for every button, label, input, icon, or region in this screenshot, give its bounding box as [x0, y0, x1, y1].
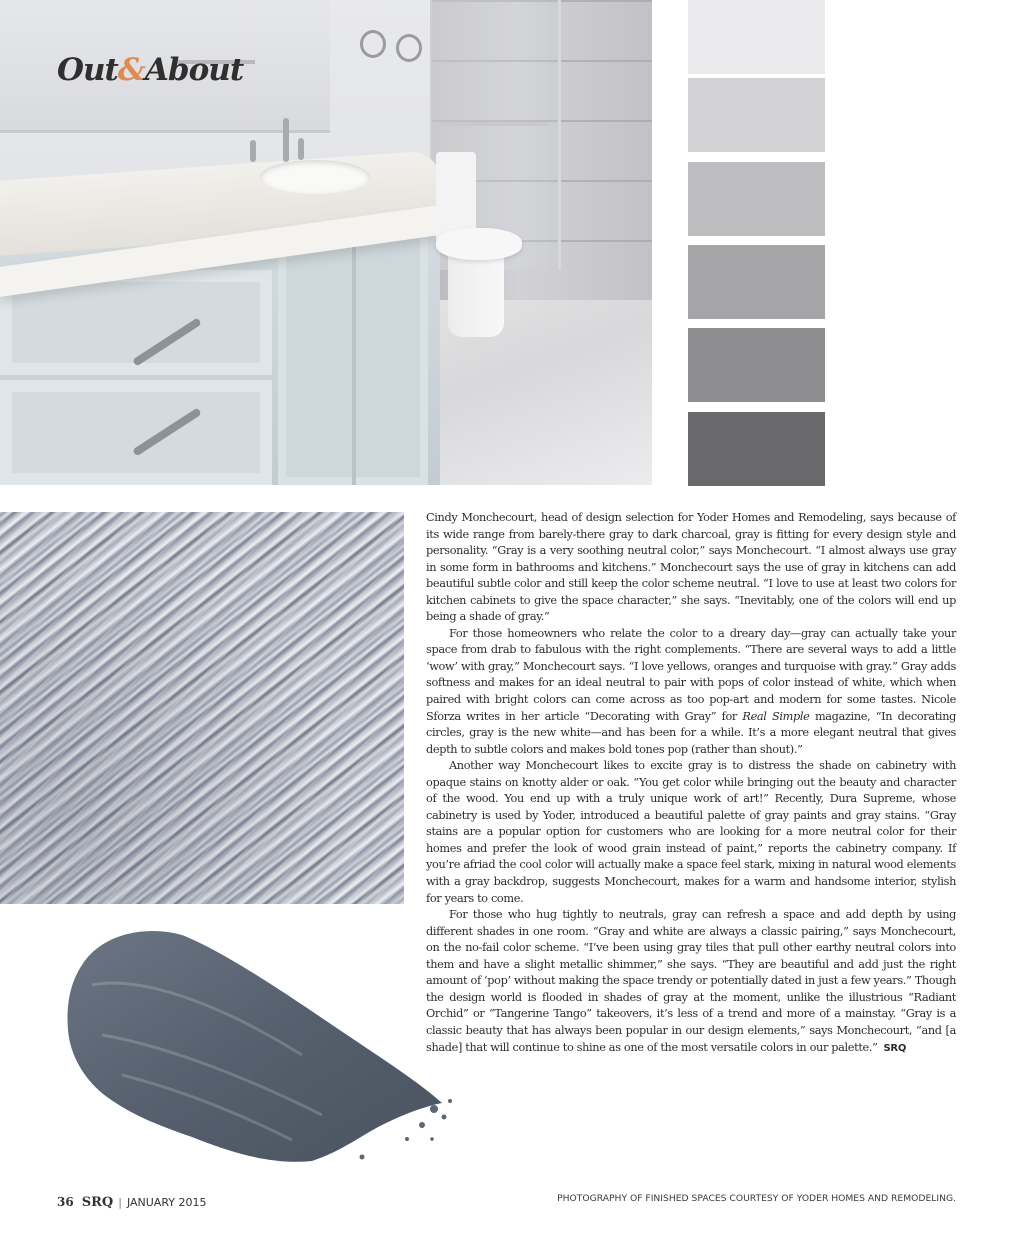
toilet-seat	[436, 228, 522, 260]
swatch-2	[688, 78, 825, 152]
swatch-6	[688, 412, 825, 486]
article-body	[426, 510, 956, 1057]
end-mark: SRQ	[883, 1042, 907, 1054]
swatch-3	[688, 162, 825, 236]
vanity-drawer-bottom	[0, 380, 272, 485]
sink-basin	[260, 160, 370, 194]
article-paragraph-2: For those homeowners who relate the color to a dreary day—gray can actually take your space from drab to fabulous with the right complements. “There are several ways to add a little ‘wow’ with gray,” Monchecourt says. “I love yellows, oranges and turquoise with gray.” Gray adds softness and makes for an ideal neutral to pair with pops of color instead of white, which when paired with bright colors can come across as too pop-art and modern for some tastes. Nicole Sforza writes in her article “Decorating with Gray” for Real Simple magazine, “In decorating circles, gray is the new white—and has been for a while. It’s a more elegant neutral that gives depth to subtle colors and makes bold tones pop (rather than shout).”	[426, 626, 956, 756]
article-paragraph-1: Cindy Monchecourt, head of design selection for Yoder Homes and Remodeling, says because of its wide range from barely-there gray to dark charcoal, gray is fitting for every design style and personality. “Gray is a very soothing neutral color,” says Monchecourt. “I almost always use gray in some form in bathrooms and kitchens.” Monchecourt says the use of gray in kitchens can add beautiful subtle color and still keep the color scheme neutral. “I love to use at least two colors for kitchen cabinets to give the space character,” she says. “Inevitably, one of the colors will end up being a shade of gray.”	[426, 511, 956, 624]
towel-bar	[440, 122, 548, 126]
swatch-4	[688, 245, 825, 319]
faucet-handle-right	[298, 138, 304, 160]
swatch-5	[688, 328, 825, 402]
faucet	[283, 118, 289, 162]
bathroom-photo	[0, 0, 652, 485]
marble-texture	[0, 512, 404, 904]
magazine-name-italic: Real Simple	[742, 709, 810, 723]
paint-stroke	[68, 931, 442, 1162]
magazine-name: SRQ	[81, 1195, 114, 1210]
paint-smear	[62, 925, 454, 1170]
issue-date: JANUARY 2015	[126, 1196, 207, 1209]
towel-ring-left	[360, 30, 386, 58]
folio-separator: |	[118, 1196, 122, 1209]
section-title: Out&About	[57, 52, 244, 88]
article-paragraph-3: Another way Monchecourt likes to excite gray is to distress the shade on cabinetry with opaque stains on knotty alder or oak. “You get color while bringing out the beauty and character of the wood. You end up with a truly unique work of art!” Recently, Dura Supreme, whose cabinetry is used by Yoder, introduced a beautiful palette of gray paints and gray stains. “Gray stains are a popular option for customers who are looking for a more neutral color for their homes and prefer the look of wood grain instead of paint,” reports the cabinetry company. If you’re afriad the cool color will actually make a space feel stark, mixing in natural wood elements with a gray backdrop, suggests Monchecourt, makes for a warm and handsome interior, stylish for years to come.	[426, 759, 956, 905]
towel-ring-right	[396, 34, 422, 62]
photo-credit: PHOTOGRAPHY OF FINISHED SPACES COURTESY OF YODER HOMES AND REMODELING.	[557, 1193, 956, 1204]
page-number: 36	[57, 1195, 74, 1209]
section-title-ampersand: &	[117, 52, 145, 88]
swatch-1	[688, 0, 825, 74]
article-paragraph-4: For those who hug tightly to neutrals, gray can refresh a space and add depth by using different shades in one room. “Gray and white are always a classic pairing,” says Monchecourt, on the no-fail color scheme. “I’ve been using gray tiles that pull other earthy neutral colors into them and have a slight metallic shimmer,” she says. “They are beautiful and add just the right amount of ‘pop’ without making the space trendy or potentially dated in just a few years.” Though the design world is flooded in shades of gray at the moment, unlike the illustrious “Radiant Orchid” or “Tangerine Tango” takeovers, it’s less of a trend and more of a mainstay. “Gray is a classic beauty that has always been popular in our design elements,” says Monchecourt, “and [a shade] that will continue to shine as one of the most versatile colors in our palette.” SRQ	[426, 908, 956, 1054]
page-folio	[57, 1195, 206, 1210]
faucet-handle-left	[250, 140, 256, 162]
toilet-base	[448, 255, 504, 337]
